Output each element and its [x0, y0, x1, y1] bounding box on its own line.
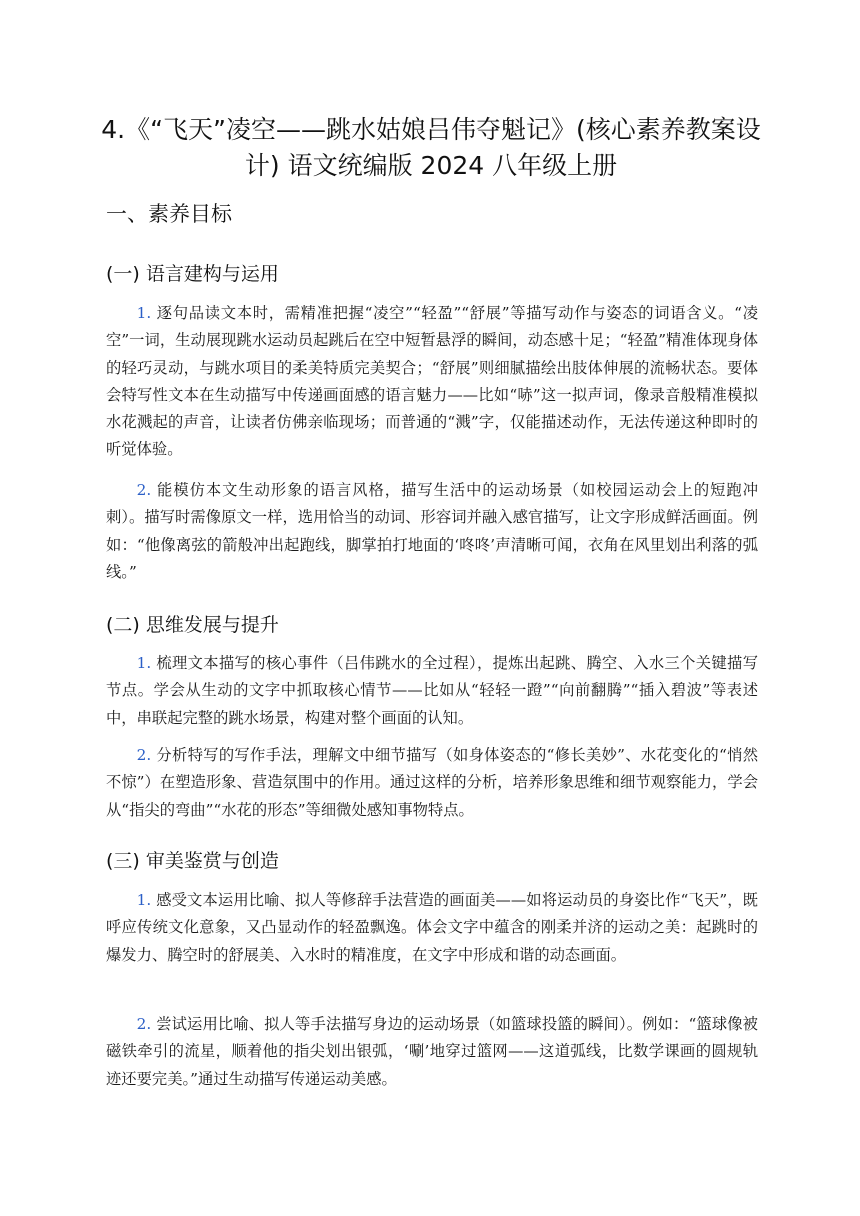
item-number: 2.	[136, 746, 152, 764]
paragraph-text: 逐句品读文本时，需精准把握“凌空”“轻盈”“舒展”等描写动作与姿态的词语含义。“凌空”一词，生动展现跳水运动员起跳后在空中短暂悬浮的瞬间，动态感十足；“轻盈”精准体现身体的轻巧灵动，与跳水项目的柔美特质完美契合；“舒展”则细腻描绘出肢体伸展的流畅状态。要体会特写性文本在生动描写中传递画面感的语言魅力——比如“哧”这一拟声词，像录音般精准模拟水花溅起的声音，让读者仿佛亲临现场；而普通的“溅”字，仅能描述动作，无法传递这种即时的听觉体验。	[106, 304, 758, 459]
item-number: 2.	[136, 1015, 152, 1033]
item-number: 1.	[136, 304, 152, 322]
paragraph-aesthetics-1	[106, 887, 758, 969]
document-title: 4.《“飞天”凌空——跳水姑娘吕伟夺魁记》(核心素养教案设计) 语文统编版 2024 八年级上册	[101, 115, 761, 180]
item-number: 1.	[136, 654, 152, 672]
paragraph-text: 梳理文本描写的核心事件（吕伟跳水的全过程），提炼出起跳、腾空、入水三个关键描写节点。学会从生动的文字中抓取核心情节——比如从“轻轻一蹬”“向前翻腾”“插入碧波”等表述中，串联起完整的跳水场景，构建对整个画面的认知。	[106, 654, 758, 727]
paragraph-language-2	[106, 477, 758, 586]
paragraph-text: 分析特写的写作手法，理解文中细节描写（如身体姿态的“修长美妙”、水花变化的“悄然不惊”）在塑造形象、营造氛围中的作用。通过这样的分析，培养形象思维和细节观察能力，学会从“指尖的弯曲”“水花的形态”等细微处感知事物特点。	[106, 746, 758, 819]
paragraph-thinking-2	[106, 742, 758, 824]
paragraph-text: 能模仿本文生动形象的语言风格，描写生活中的运动场景（如校园运动会上的短跑冲刺）。描写时需像原文一样，选用恰当的动词、形容词并融入感官描写，让文字形成鲜活画面。例如：“他像离弦的箭般冲出起跑线，脚掌拍打地面的‘咚咚’声清晰可闻，衣角在风里划出利落的弧线。”	[106, 481, 758, 581]
section-heading-goals: 一、素养目标	[106, 202, 232, 226]
item-number: 1.	[136, 891, 152, 909]
paragraph-text: 感受文本运用比喻、拟人等修辞手法营造的画面美——如将运动员的身姿比作“飞天”，既呼应传统文化意象，又凸显动作的轻盈飘逸。体会文字中蕴含的刚柔并济的运动之美：起跳时的爆发力、腾空时的舒展美、入水时的精准度，在文字中形成和谐的动态画面。	[106, 891, 758, 964]
subsection-heading-aesthetics: (三) 审美鉴赏与创造	[106, 850, 279, 872]
item-number: 2.	[136, 481, 152, 499]
paragraph-text: 尝试运用比喻、拟人等手法描写身边的运动场景（如篮球投篮的瞬间）。例如：“篮球像被磁铁牵引的流星，顺着他的指尖划出银弧，‘唰’地穿过篮网——这道弧线，比数学课画的圆规轨迹还要完美。”通过生动描写传递运动美感。	[106, 1015, 758, 1088]
paragraph-language-1	[106, 300, 758, 464]
subsection-heading-thinking: (二) 思维发展与提升	[106, 614, 279, 636]
subsection-heading-language: (一) 语言建构与运用	[106, 263, 279, 285]
paragraph-thinking-1	[106, 650, 758, 732]
paragraph-aesthetics-2	[106, 1011, 758, 1093]
